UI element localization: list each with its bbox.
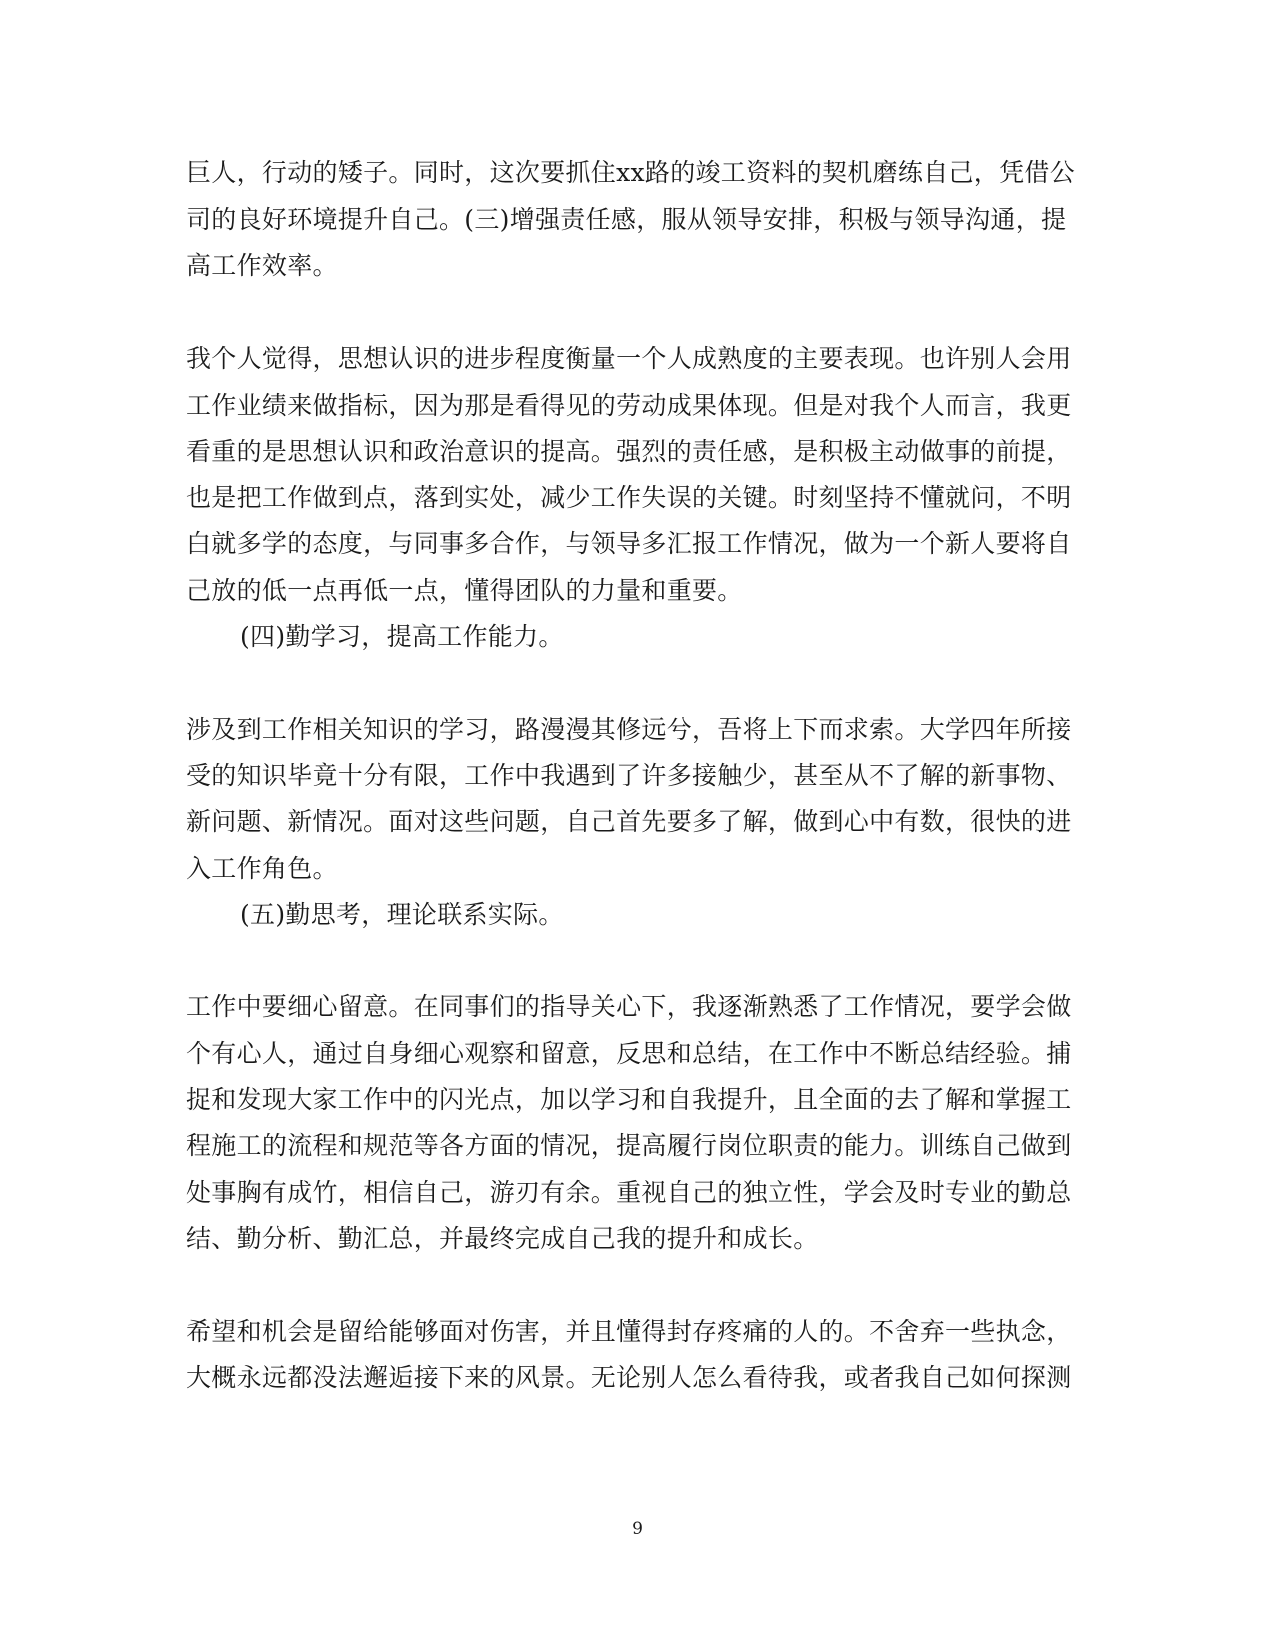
paragraph-line: 结、勤分析、勤汇总，并最终完成自己我的提升和成长。 <box>186 1224 819 1253</box>
paragraph-line: 白就多学的态度，与同事多合作，与领导多汇报工作情况，做为一个新人要将自 <box>186 529 1072 558</box>
paragraph-line: 入工作角色。 <box>186 854 338 883</box>
paragraph-line: 新问题、新情况。面对这些问题，自己首先要多了解，做到心中有数，很快的进 <box>186 807 1072 836</box>
paragraph-line: 个有心人，通过自身细心观察和留意，反思和总结，在工作中不断总结经验。捕 <box>186 1039 1072 1068</box>
paragraph-line: 涉及到工作相关知识的学习，路漫漫其修远兮，吾将上下而求索。大学四年所接 <box>186 715 1072 744</box>
paragraph-line: 己放的低一点再低一点，懂得团队的力量和重要。 <box>186 576 743 605</box>
paragraph-line: 工作中要细心留意。在同事们的指导关心下，我逐渐熟悉了工作情况，要学会做 <box>186 992 1072 1021</box>
paragraph-line: 我个人觉得，思想认识的进步程度衡量一个人成熟度的主要表现。也许别人会用 <box>186 344 1072 373</box>
paragraph-line: 程施工的流程和规范等各方面的情况，提高履行岗位职责的能力。训练自己做到 <box>186 1131 1072 1160</box>
paragraph-line: 巨人，行动的矮子。同时，这次要抓住xx路的竣工资料的契机磨练自己，凭借公 <box>186 158 1076 187</box>
paragraph-line: 处事胸有成竹，相信自己，游刃有余。重视自己的独立性，学会及时专业的勤总 <box>186 1178 1072 1207</box>
paragraph-line: 希望和机会是留给能够面对伤害，并且懂得封存疼痛的人的。不舍弃一些执念， <box>186 1317 1072 1346</box>
paragraph-line: 大概永远都没法邂逅接下来的风景。无论别人怎么看待我，或者我自己如何探测 <box>186 1363 1072 1392</box>
paragraph-line: 也是把工作做到点，落到实处，减少工作失误的关键。时刻坚持不懂就问，不明 <box>186 483 1072 512</box>
paragraph-line: 受的知识毕竟十分有限，工作中我遇到了许多接触少，甚至从不了解的新事物、 <box>186 761 1072 790</box>
section-heading: (五)勤思考，理论联系实际。 <box>240 900 564 929</box>
page-number: 9 <box>632 1519 643 1539</box>
section-heading: (四)勤学习，提高工作能力。 <box>240 622 564 651</box>
paragraph-line: 高工作效率。 <box>186 251 338 280</box>
paragraph-line: 捉和发现大家工作中的闪光点，加以学习和自我提升，且全面的去了解和掌握工 <box>186 1085 1072 1114</box>
paragraph-line: 司的良好环境提升自己。(三)增强责任感，服从领导安排，积极与领导沟通，提 <box>186 205 1067 234</box>
paragraph-line: 工作业绩来做指标，因为那是看得见的劳动成果体现。但是对我个人而言，我更 <box>186 391 1072 420</box>
paragraph-line: 看重的是思想认识和政治意识的提高。强烈的责任感，是积极主动做事的前提， <box>186 437 1072 466</box>
